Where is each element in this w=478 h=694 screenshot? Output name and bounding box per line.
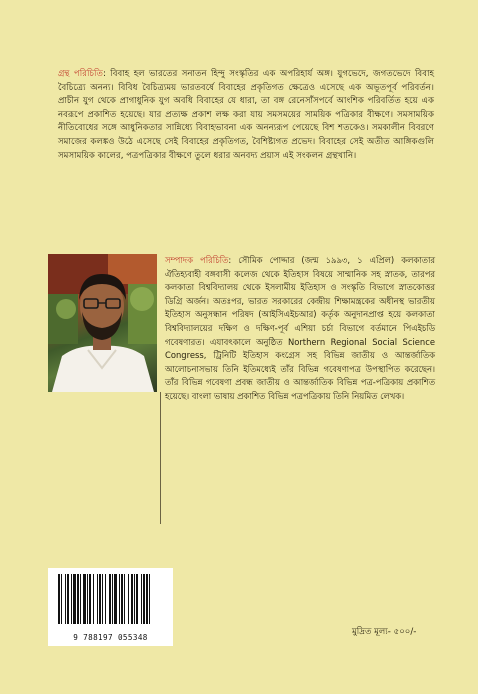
editor-intro-heading: সম্পাদক পরিচিতি xyxy=(165,255,229,265)
printed-price: মুদ্রিত মূল্য- ৫০০/- xyxy=(352,627,417,637)
barcode-bars xyxy=(56,574,165,626)
editor-intro-text: : সৌমিক পোদ্দার (জন্ম ১৯৯৩, ১ এপ্রিল) কলকাতার ঐতিহ্যবাহী বঙ্গবাসী কলেজ থেকে ইতিহাস বিষয়ে সাম্মানিক সহ স্নাতক, তারপর কলকাতা বিশ্ববিদ্যালয় থেকে ইসলামীয় ইতিহাস ও সংস্কৃতি বিভাগে স্নাতকোত্তর ডিগ্রি অর্জন। অতঃপর, ভারত সরকারের কেন্দ্রীয় শিক্ষামন্ত্রকের অধীনস্থ ভারতীয় ইতিহাস অনুসন্ধান পরিষদ (আইসিএইচআর) কর্তৃক অনুদানপ্রাপ্ত হয়ে কলকাতা বিশ্ববিদ্যালয়ের দক্ষিণ ও দক্ষিণ-পূর্ব এশিয়া চর্চা বিভাগে বর্তমানে পিএইচডি গবেষণারত। এযাবৎকালে অনুষ্ঠিত Northern Regional Social Science Congress, ট্রিনিটি ইতিহাস কংগ্রেস সহ বিভিন্ন জাতীয় ও আন্তর্জাতিক আলোচনাসভায় তিনি ইতিমধ্যেই তাঁর বিভিন্ন গবেষণাপত্র উপস্থাপিত করেছেন। তাঁর বিভিন্ন গবেষণা প্রবন্ধ জাতীয় ও আন্তর্জাতিক বিভিন্ন পত্র-পত্রিকায় প্রকাশিত হয়েছে। বাংলা ভাষায় প্রকাশিত বিভিন্ন পত্রপত্রিকায় তিনি নিয়মিত লেখক। xyxy=(165,255,435,401)
book-introduction xyxy=(58,68,434,163)
isbn-barcode xyxy=(48,568,173,646)
editor-section-divider xyxy=(160,392,161,524)
editor-photo xyxy=(48,254,157,392)
book-intro-heading: গ্রন্থ পরিচিতি xyxy=(58,69,103,79)
editor-portrait-image xyxy=(48,254,157,392)
editor-introduction xyxy=(165,254,435,404)
isbn-number: 9 788197 055348 xyxy=(73,633,148,642)
book-intro-text: : বিবাহ হল ভারতের সনাতন হিন্দু সংস্কৃতির এক অপরিহার্য অঙ্গ। যুগভেদে, জগতভেদে বিবাহ বৈচিত্র্যে অনন্য। বিবিধ বৈচিত্র্যময় ভারতবর্ষে বিবাহের প্রকৃতিগত ক্ষেত্রেও এসেছে এক অভূতপূর্ব পরিবর্তন। প্রাচীন যুগ থেকে প্রাগাধুনিক যুগ অবধি বিবাহের যে ধারা, তা বঙ্গ রেনেসাঁসপর্বে আংশিক পরিবর্তিত হয়ে এক নবরূপে প্রকাশিত হয়েছে। যার প্রত্যক্ষ প্রকাশ লক্ষ করা যায় সমসময়ের সাময়িক পত্রিকার বীক্ষণে। সমসাময়িক নীতিবোধের সঙ্গে আধুনিকতার সান্নিধ্যে বিবাহভাবনা এক অনন্যরূপ পেয়েছে বিশ শতকেও। সমকালীন বিবরণে সমাজের কলঙ্কও উঠে এসেছে সেই বিবাহের প্রকৃতিগত, বৈশিষ্ট্যগত প্রভেদ। বিবাহের সেই অতীত আঙ্গিকগুলি সমসাময়িক কালের, পত্রপত্রিকার বীক্ষণে তুলে ধরার অনবদ্য প্রয়াস এই সংকলন গ্রন্থখানি। xyxy=(58,69,434,161)
